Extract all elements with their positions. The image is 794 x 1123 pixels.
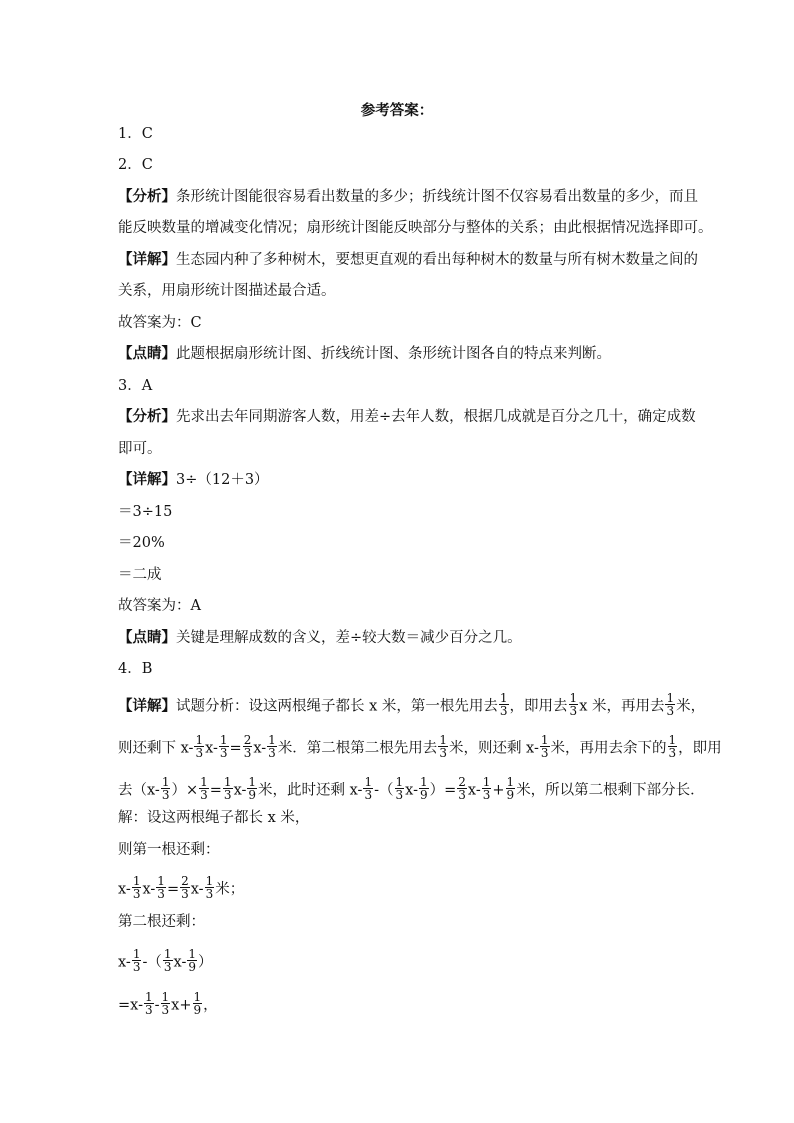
fraction: $\frac{1}{9}$ — [193, 990, 202, 1017]
second-rope-label: 第二根还剩： — [118, 914, 205, 930]
detail-cont: 关系，用扇形统计图描述最合适。 — [118, 283, 336, 299]
solution-text: 米， — [676, 698, 706, 715]
page-title: 参考答案： — [360, 102, 434, 119]
first-rope-expression — [118, 874, 245, 902]
solution-text: x- — [173, 954, 187, 971]
second-rope-simplified — [118, 990, 218, 1018]
fraction: $\frac{1}{3}$ — [499, 691, 508, 718]
fraction: $\frac{1}{3}$ — [219, 733, 228, 760]
solution-text: x- — [142, 881, 156, 898]
calc-step-2: ＝3÷15 — [118, 504, 173, 520]
analysis-line — [118, 188, 698, 206]
solution-text: -（ — [142, 954, 162, 971]
analysis-tag: 【分析】 — [118, 188, 176, 205]
detail-line — [118, 251, 698, 269]
answer-2: 2．C — [118, 157, 153, 173]
fraction: $\frac{1}{9}$ — [419, 775, 428, 802]
solution-line-2 — [118, 733, 722, 761]
analysis-text: 条形统计图能很容易看出数量的多少；折线统计图不仅容易看出数量的多少，而且 — [176, 189, 698, 205]
answer-1: 1．C — [118, 126, 153, 142]
fraction: $\frac{1}{3}$ — [666, 691, 675, 718]
detail-line-3 — [118, 471, 269, 489]
analysis-cont: 能反映数量的增减变化情况；扇形统计图能反映部分与整体的关系；由此根据情况选择即可。 — [118, 220, 713, 236]
solution-text: 米．第二根第二根先用去 — [277, 740, 438, 757]
solution-text: 去（x- — [118, 782, 160, 799]
fraction: $\frac{1}{3}$ — [223, 775, 232, 802]
fraction: $\frac{1}{3}$ — [195, 733, 204, 760]
comment-text: 此题根据扇形统计图、折线统计图、条形统计图各自的特点来判断。 — [176, 346, 611, 362]
solution-text: ，即用 — [678, 740, 722, 757]
solution-text: -（ — [374, 782, 394, 799]
fraction: $\frac{1}{3}$ — [200, 775, 208, 802]
solution-text: ）× — [171, 782, 199, 799]
detail-tag-3: 【详解】 — [118, 471, 176, 488]
detail-text: 生态园内种了多种树木，要想更直观的看出每种树木的数量与所有树木数量之间的 — [176, 252, 698, 268]
answer-4: 4．B — [118, 661, 153, 677]
fraction: $\frac{2}{3}$ — [458, 775, 466, 802]
fraction: $\frac{1}{9}$ — [248, 775, 257, 802]
comment-tag-3: 【点睛】 — [118, 629, 176, 646]
answer-a: 故答案为：A — [118, 598, 201, 614]
solution-text: ） — [197, 954, 213, 971]
solution-text: - — [154, 997, 160, 1014]
fraction: $\frac{1}{3}$ — [268, 733, 276, 760]
solution-text: x- — [118, 954, 131, 971]
solution-text: x- — [233, 782, 247, 799]
solution-text: x- — [253, 740, 267, 757]
comment-text-3: 关键是理解成数的含义，差÷较大数＝减少百分之几。 — [176, 630, 522, 646]
comment-tag: 【点睛】 — [118, 345, 176, 362]
fraction: $\frac{2}{3}$ — [243, 733, 252, 760]
solution-text: 米，所以第二根剩下部分长． — [516, 782, 705, 799]
detail-tag: 【详解】 — [118, 251, 176, 268]
solution-text: 米； — [215, 881, 245, 898]
second-rope-expression — [118, 947, 213, 975]
solution-text: = — [166, 881, 180, 898]
first-rope-label: 则第一根还剩： — [118, 842, 220, 858]
solution-text: x- — [405, 782, 418, 799]
fraction: $\frac{1}{9}$ — [188, 947, 196, 974]
answer-c: 故答案为：C — [118, 315, 202, 331]
fraction: $\frac{1}{3}$ — [163, 947, 172, 974]
fraction: $\frac{1}{3}$ — [157, 874, 165, 901]
comment-line-3 — [118, 629, 522, 647]
analysis-line-3 — [118, 408, 696, 426]
solution-text: ， — [203, 997, 218, 1014]
fraction: $\frac{1}{3}$ — [482, 775, 491, 802]
solution-text: ）= — [429, 782, 457, 799]
analysis-tag-3: 【分析】 — [118, 408, 176, 425]
fraction: $\frac{1}{3}$ — [132, 947, 141, 974]
solution-text: + — [492, 782, 505, 799]
solution-setup: 解：设这两根绳子都长 x 米， — [118, 810, 310, 826]
calc-step-4: ＝二成 — [118, 567, 162, 583]
fraction: $\frac{1}{3}$ — [132, 874, 141, 901]
fraction: $\frac{1}{3}$ — [161, 990, 170, 1017]
fraction: $\frac{1}{3}$ — [161, 775, 170, 802]
solution-text: x- — [467, 782, 481, 799]
calc-step-3: ＝20% — [118, 535, 165, 551]
analysis-cont-3: 即可。 — [118, 441, 162, 457]
fraction: $\frac{1}{3}$ — [540, 733, 549, 760]
solution-text: 米，此时还剩 x- — [258, 782, 363, 799]
fraction: $\frac{1}{3}$ — [668, 733, 677, 760]
comment-line — [118, 345, 611, 363]
solution-line-3 — [118, 775, 705, 803]
solution-text: x- — [205, 740, 218, 757]
solution-text: =x- — [118, 997, 143, 1014]
fraction: $\frac{1}{3}$ — [144, 990, 153, 1017]
solution-text: 米，再用去余下的 — [550, 740, 667, 757]
answer-3: 3．A — [118, 378, 153, 394]
solution-text: x 米，再用去 — [579, 698, 665, 715]
solution-text: x+ — [171, 997, 192, 1014]
fraction: $\frac{1}{3}$ — [569, 691, 578, 718]
solution-tag: 【详解】 — [118, 697, 176, 715]
solution-text: x- — [118, 881, 131, 898]
fraction: $\frac{1}{9}$ — [506, 775, 515, 802]
solution-text: 则还剩下 x- — [118, 740, 194, 757]
solution-text: = — [229, 740, 242, 757]
fraction: $\frac{1}{3}$ — [364, 775, 373, 802]
fraction: $\frac{2}{3}$ — [181, 874, 189, 901]
detail-calc-1: 3÷（12＋3） — [176, 472, 269, 488]
fraction: $\frac{1}{3}$ — [439, 733, 447, 760]
solution-text: x- — [190, 881, 204, 898]
solution-text: = — [209, 782, 222, 799]
solution-text: 试题分析：设这两根绳子都长 x 米，第一根先用去 — [176, 698, 498, 715]
solution-text: ，即用去 — [509, 698, 568, 715]
analysis-text-3: 先求出去年同期游客人数，用差÷去年人数，根据几成就是百分之几十，确定成数 — [176, 409, 696, 425]
solution-line-1 — [118, 691, 706, 719]
solution-text: 米，则还剩 x- — [448, 740, 539, 757]
fraction: $\frac{1}{3}$ — [395, 775, 404, 802]
fraction: $\frac{1}{3}$ — [205, 874, 214, 901]
